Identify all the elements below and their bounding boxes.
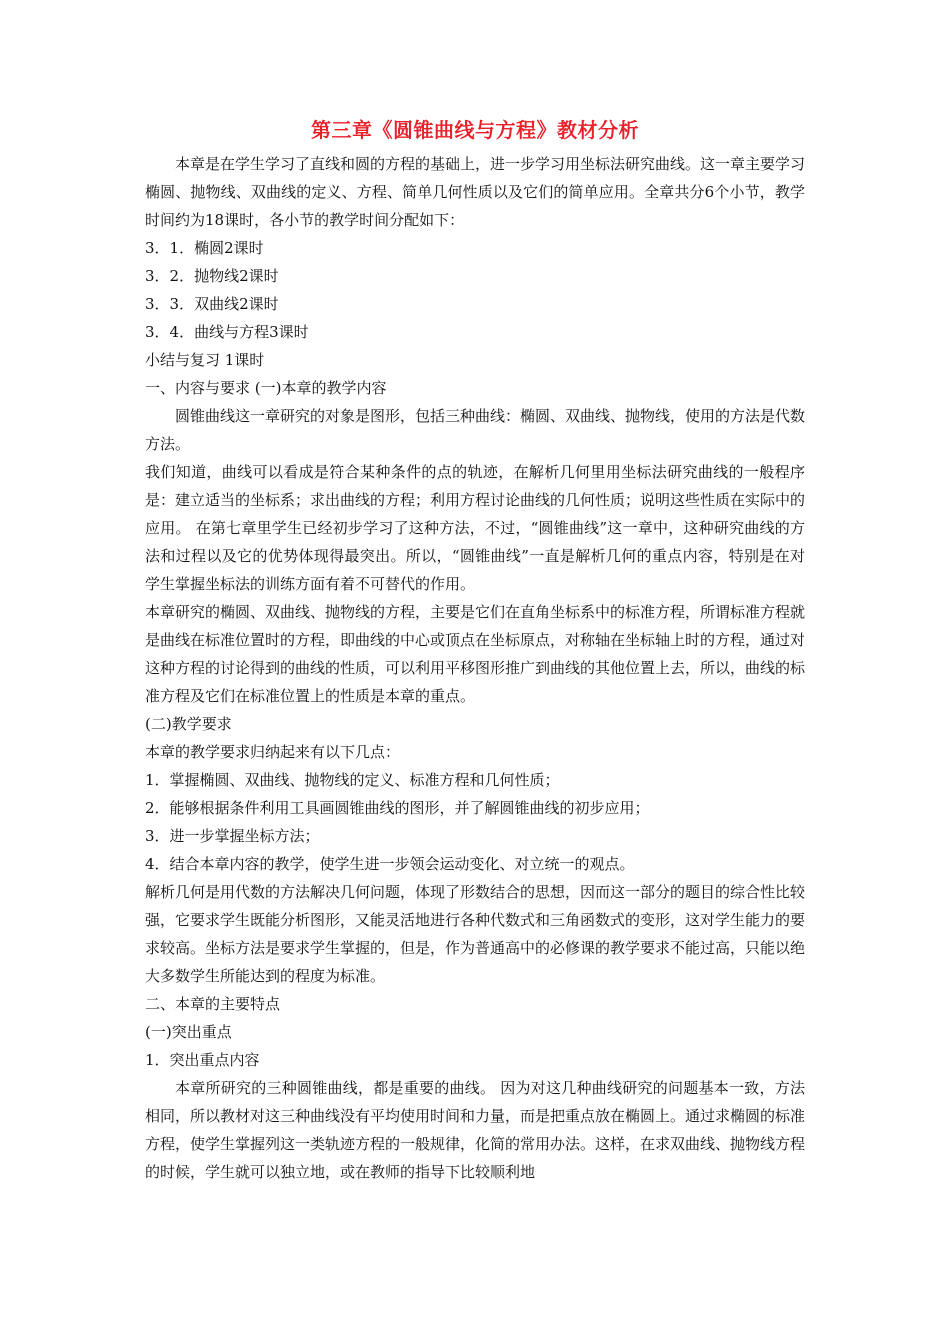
document-title: 第三章《圆锥曲线与方程》教材分析 [311,118,639,142]
document-body [145,150,805,1186]
paragraph: 1．突出重点内容 [145,1051,260,1069]
paragraph: 4．结合本章内容的教学，使学生进一步领会运动变化、对立统一的观点。 [145,855,635,873]
paragraph: 本章是在学生学习了直线和圆的方程的基础上，进一步学习用坐标法研究曲线。这一章主要学习椭圆、抛物线、双曲线的定义、方程、简单几何性质以及它们的简单应用。全章共分6个小节，教学时间约为18课时，各小节的教学时间分配如下： [145,155,806,229]
paragraph: 圆锥曲线这一章研究的对象是图形，包括三种曲线：椭圆、双曲线、抛物线，使用的方法是代数方法。 [145,407,806,453]
paragraph: 1．掌握椭圆、双曲线、抛物线的定义、标准方程和几何性质； [145,771,560,789]
paragraph: 一、内容与要求 (一)本章的教学内容 [145,379,387,397]
paragraph: 2．能够根据条件利用工具画圆锥曲线的图形，并了解圆锥曲线的初步应用； [145,799,650,817]
paragraph: 3．1．椭圆2课时 [145,239,264,257]
paragraph: (一)突出重点 [145,1023,232,1041]
paragraph: 本章研究的椭圆、双曲线、抛物线的方程，主要是它们在直角坐标系中的标准方程，所谓标准方程就是曲线在标准位置时的方程，即曲线的中心或顶点在坐标原点，对称轴在坐标轴上时的方程，通过对这种方程的讨论得到的曲线的性质，可以利用平移图形推广到曲线的其他位置上去，所以，曲线的标准方程及它们在标准位置上的性质是本章的重点。 [145,603,806,705]
paragraph: 二、本章的主要特点 [145,995,281,1013]
paragraph: 解析几何是用代数的方法解决几何问题，体现了形数结合的思想，因而这一部分的题目的综合性比较强，它要求学生既能分析图形，又能灵活地进行各种代数式和三角函数式的变形，这对学生能力的要求较高。坐标方法是要求学生掌握的，但是，作为普通高中的必修课的教学要求不能过高，只能以绝大多数学生所能达到的程度为标准。 [145,883,806,985]
paragraph: 3．3．双曲线2课时 [145,295,279,313]
paragraph: 本章的教学要求归纳起来有以下几点： [145,743,401,761]
paragraph: 小结与复习 1课时 [145,351,265,369]
paragraph: 3．4．曲线与方程3课时 [145,323,309,341]
paragraph: (二)教学要求 [145,715,232,733]
paragraph: 3．进一步掌握坐标方法； [145,827,320,845]
paragraph: 本章所研究的三种圆锥曲线，都是重要的曲线。 因为对这几种曲线研究的问题基本一致，方法相同，所以教材对这三种曲线没有平均使用时间和力量，而是把重点放在椭圆上。通过求椭圆的标准方程，使学生掌握列这一类轨迹方程的一般规律，化简的常用办法。这样，在求双曲线、抛物线方程的时候，学生就可以独立地，或在教师的指导下比较顺利地 [145,1079,806,1181]
paragraph: 3．2．抛物线2课时 [145,267,279,285]
paragraph: 我们知道，曲线可以看成是符合某种条件的点的轨迹，在解析几何里用坐标法研究曲线的一般程序是：建立适当的坐标系；求出曲线的方程；利用方程讨论曲线的几何性质；说明这些性质在实际中的应用。 在第七章里学生已经初步学习了这种方法，不过，“圆锥曲线”这一章中，这种研究曲线的方法和过程以及它的优势体现得最突出。所以，“圆锥曲线”一直是解析几何的重点内容，特别是在对学生掌握坐标法的训练方面有着不可替代的作用。 [145,463,806,593]
